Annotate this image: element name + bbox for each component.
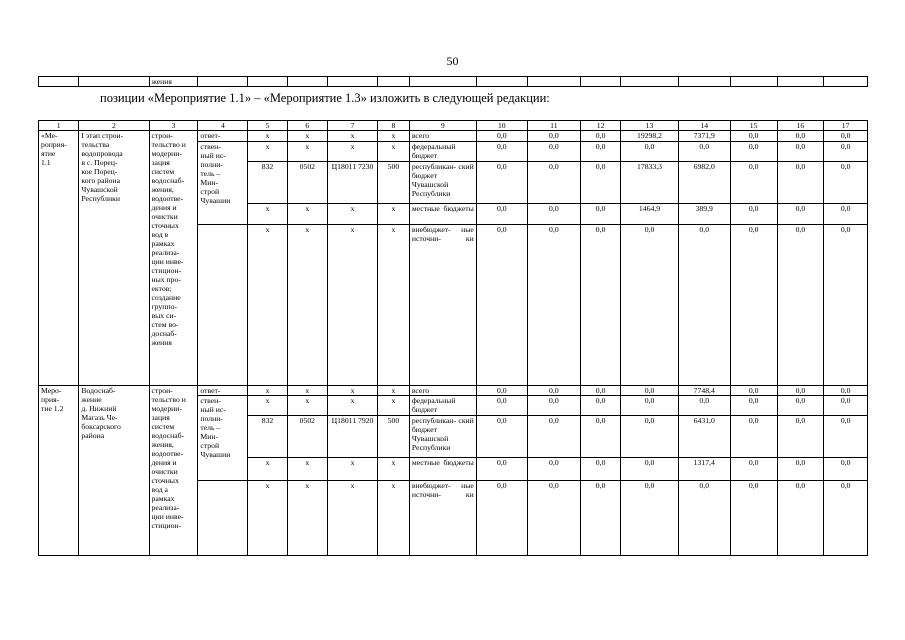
column-number: 11 — [527, 121, 580, 131]
target-article-code: x — [328, 481, 378, 556]
type-line: зация — [151, 158, 170, 167]
responsible-line: тель – — [200, 423, 221, 432]
funding-value: 0,0 — [621, 458, 678, 481]
funding-value: 389,9 — [678, 204, 730, 225]
responsible-line: строй — [200, 187, 220, 196]
measure-name-line: роприя- — [41, 140, 67, 149]
funding-source: республикан- ский бюджет Чувашской Республики — [409, 416, 476, 458]
funding-value: 0,0 — [621, 396, 678, 416]
measure-row — [39, 131, 868, 142]
description-line: Водоснаб- — [81, 386, 116, 395]
funding-value: 0,0 — [621, 481, 678, 556]
funding-source: федеральный бюджет — [409, 142, 476, 162]
description-line: д. Нижний — [81, 404, 117, 413]
expense-type-code: x — [377, 458, 409, 481]
funding-value: 0,0 — [476, 416, 527, 458]
column-number: 5 — [248, 121, 287, 131]
type-line: сточных — [151, 221, 179, 230]
description-line: водопровода — [81, 149, 123, 158]
section-code: x — [287, 131, 327, 142]
funding-value: 0,0 — [777, 131, 824, 142]
measure-description — [79, 386, 149, 556]
funding-value: 0,0 — [476, 225, 527, 386]
previous-table-fragment — [38, 76, 868, 87]
grbs-code: x — [248, 204, 287, 225]
funding-value: 0,0 — [824, 416, 868, 458]
grbs-code: x — [248, 396, 287, 416]
measure-name — [39, 131, 79, 386]
funding-source: всего — [409, 386, 476, 396]
type-line: создание — [151, 293, 181, 302]
expense-type-code: x — [377, 225, 409, 386]
funding-value: 0,0 — [527, 204, 580, 225]
responsible-executor — [198, 481, 248, 556]
measure-name-line: «Ме- — [41, 131, 58, 140]
measure-type — [149, 386, 198, 556]
funding-value: 6982,0 — [678, 162, 730, 204]
funding-value: 0,0 — [527, 416, 580, 458]
responsible-executor — [198, 142, 248, 225]
measure-description — [79, 131, 149, 386]
funding-value: 0,0 — [580, 204, 620, 225]
funding-source: федеральный бюджет — [409, 396, 476, 416]
funding-value: 7748,4 — [678, 386, 730, 396]
responsible-line: тель – — [200, 169, 221, 178]
description-line: Республики — [81, 194, 120, 203]
column-number: 13 — [621, 121, 678, 131]
column-number: 8 — [377, 121, 409, 131]
funding-value: 17833,3 — [621, 162, 678, 204]
funding-value: 0,0 — [476, 481, 527, 556]
program-table — [38, 120, 868, 556]
funding-source: республикан- ский бюджет Чувашской Республики — [409, 162, 476, 204]
type-line: группо- — [151, 302, 177, 311]
page-number: 50 — [446, 54, 459, 68]
funding-value: 0,0 — [730, 481, 777, 556]
section-code: 0502 — [287, 162, 327, 204]
measure-row — [39, 386, 868, 396]
funding-value: 0,0 — [824, 162, 868, 204]
target-article-code: Ц18011 7920 — [328, 416, 378, 458]
type-line: дения и — [151, 203, 177, 212]
responsible-line: Мин- — [200, 432, 219, 441]
description-line: жение — [81, 395, 102, 404]
type-line: вод в — [151, 230, 169, 239]
measure-name-line: Меро- — [41, 386, 62, 395]
column-number: 10 — [476, 121, 527, 131]
column-number: 6 — [287, 121, 327, 131]
responsible-executor — [198, 225, 248, 386]
expense-type-code: 500 — [377, 416, 409, 458]
description-line: I этап строи- — [81, 131, 124, 140]
funding-value: 0,0 — [730, 225, 777, 386]
type-line: жения, — [151, 440, 174, 449]
measure-name-line: 1.1 — [41, 158, 51, 167]
expense-type-code: 500 — [377, 162, 409, 204]
type-line: модерни- — [151, 404, 182, 413]
funding-value: 0,0 — [527, 142, 580, 162]
funding-value: 0,0 — [777, 386, 824, 396]
column-number: 15 — [730, 121, 777, 131]
description-line: тельства — [81, 140, 110, 149]
responsible-line: ный ис- — [200, 405, 226, 414]
type-line: тельство и — [151, 140, 186, 149]
type-line: ектов; — [151, 284, 172, 293]
responsible-executor: ответ- — [198, 131, 248, 142]
funding-value: 0,0 — [527, 131, 580, 142]
type-line: жения, — [151, 185, 174, 194]
column-number: 14 — [678, 121, 730, 131]
funding-value: 0,0 — [476, 142, 527, 162]
type-line: стем во- — [151, 320, 179, 329]
grbs-code: x — [248, 481, 287, 556]
type-line: тельство и — [151, 395, 186, 404]
funding-value: 0,0 — [580, 162, 620, 204]
grbs-code: x — [248, 131, 287, 142]
funding-source: внебюджет- ные источни- ки — [409, 481, 476, 556]
funding-value: 1464,9 — [621, 204, 678, 225]
grbs-code: x — [248, 225, 287, 386]
column-number: 4 — [198, 121, 248, 131]
target-article-code: x — [328, 225, 378, 386]
column-number-row — [39, 121, 868, 131]
measure-type — [149, 131, 198, 386]
funding-value: 0,0 — [730, 131, 777, 142]
funding-value: 0,0 — [777, 142, 824, 162]
funding-value: 0,0 — [824, 458, 868, 481]
description-line: кое Порец- — [81, 167, 118, 176]
funding-value: 7371,9 — [678, 131, 730, 142]
expense-type-code: x — [377, 386, 409, 396]
type-line: реализа- — [151, 248, 180, 257]
section-code: 0502 — [287, 416, 327, 458]
expense-type-code: x — [377, 142, 409, 162]
funding-value: 0,0 — [824, 142, 868, 162]
funding-value: 6431,0 — [678, 416, 730, 458]
funding-value: 0,0 — [824, 131, 868, 142]
funding-source: всего — [409, 131, 476, 142]
column-number: 2 — [79, 121, 149, 131]
responsible-line: полни- — [200, 414, 223, 423]
description-line: Магазь Че- — [81, 413, 118, 422]
funding-value: 0,0 — [730, 386, 777, 396]
description-line: в с. Порец- — [81, 158, 118, 167]
fragment-text: жения — [149, 77, 198, 87]
type-line: очистки — [151, 212, 178, 221]
funding-value: 0,0 — [824, 481, 868, 556]
funding-value: 0,0 — [580, 386, 620, 396]
expense-type-code: x — [377, 481, 409, 556]
grbs-code: x — [248, 142, 287, 162]
funding-value: 0,0 — [678, 142, 730, 162]
type-line: систем — [151, 422, 175, 431]
type-line: водоотве- — [151, 449, 184, 458]
funding-value: 0,0 — [777, 458, 824, 481]
description-line: района — [81, 431, 105, 440]
responsible-line: Мин- — [200, 178, 219, 187]
section-code: x — [287, 386, 327, 396]
funding-source: местные бюджеты — [409, 204, 476, 225]
type-line: зация — [151, 413, 170, 422]
type-line: реализа- — [151, 503, 180, 512]
type-line: доснаб- — [151, 329, 177, 338]
measure-name — [39, 386, 79, 556]
funding-value: 0,0 — [678, 396, 730, 416]
funding-value: 1317,4 — [678, 458, 730, 481]
funding-value: 0,0 — [527, 396, 580, 416]
grbs-code: x — [248, 458, 287, 481]
section-code: x — [287, 458, 327, 481]
expense-type-code: x — [377, 131, 409, 142]
funding-value: 0,0 — [824, 386, 868, 396]
section-heading: позиции «Мероприятие 1.1» – «Мероприятие 1.3» изложить в следующей редакции: — [100, 91, 550, 105]
funding-value: 0,0 — [730, 204, 777, 225]
type-line: систем — [151, 167, 175, 176]
funding-value: 0,0 — [580, 458, 620, 481]
type-line: водоснаб- — [151, 431, 185, 440]
type-line: строи- — [151, 131, 173, 140]
funding-value: 0,0 — [777, 481, 824, 556]
funding-value: 0,0 — [476, 396, 527, 416]
measure-name-line: ятие — [41, 149, 56, 158]
target-article-code: x — [328, 396, 378, 416]
funding-value: 0,0 — [527, 458, 580, 481]
type-line: вых си- — [151, 311, 177, 320]
funding-value: 0,0 — [580, 225, 620, 386]
type-line: ции инве- — [151, 257, 184, 266]
type-line: водоотве- — [151, 194, 184, 203]
target-article-code: x — [328, 142, 378, 162]
funding-value: 0,0 — [678, 225, 730, 386]
funding-value: 0,0 — [580, 396, 620, 416]
responsible-line: ствен- — [200, 142, 221, 151]
responsible-line: Чувашии — [200, 196, 231, 205]
section-code: x — [287, 481, 327, 556]
funding-value: 0,0 — [476, 162, 527, 204]
funding-value: 0,0 — [777, 225, 824, 386]
type-line: сточных — [151, 476, 179, 485]
grbs-code: 832 — [248, 416, 287, 458]
type-line: дения и — [151, 458, 177, 467]
type-line: водоснаб- — [151, 176, 185, 185]
funding-value: 0,0 — [777, 162, 824, 204]
funding-value: 0,0 — [730, 458, 777, 481]
section-code: x — [287, 142, 327, 162]
funding-value: 0,0 — [476, 386, 527, 396]
type-line: ции инве- — [151, 512, 184, 521]
responsible-line: строй — [200, 441, 220, 450]
grbs-code: 832 — [248, 162, 287, 204]
funding-value: 0,0 — [730, 396, 777, 416]
column-number: 3 — [149, 121, 198, 131]
type-line: модерни- — [151, 149, 182, 158]
funding-value: 0,0 — [730, 416, 777, 458]
funding-value: 0,0 — [777, 204, 824, 225]
responsible-line: полни- — [200, 160, 223, 169]
column-number: 9 — [409, 121, 476, 131]
description-line: кого района — [81, 176, 121, 185]
funding-value: 0,0 — [527, 386, 580, 396]
section-code: x — [287, 225, 327, 386]
expense-type-code: x — [377, 204, 409, 225]
funding-value: 0,0 — [580, 481, 620, 556]
funding-value: 0,0 — [476, 458, 527, 481]
section-code: x — [287, 396, 327, 416]
type-line: стицион- — [151, 521, 182, 530]
funding-value: 0,0 — [476, 131, 527, 142]
funding-value: 0,0 — [580, 142, 620, 162]
funding-value: 0,0 — [580, 416, 620, 458]
column-number: 17 — [824, 121, 868, 131]
responsible-line: ствен- — [200, 396, 221, 405]
funding-value: 0,0 — [621, 225, 678, 386]
type-line: ных про- — [151, 275, 181, 284]
type-line: строи- — [151, 386, 173, 395]
measure-name-line: прия- — [41, 395, 60, 404]
expense-type-code: x — [377, 396, 409, 416]
funding-value: 0,0 — [678, 481, 730, 556]
type-line: рамках — [151, 239, 175, 248]
funding-source: местные бюджеты — [409, 458, 476, 481]
responsible-executor — [198, 396, 248, 481]
target-article-code: x — [328, 386, 378, 396]
funding-value: 0,0 — [824, 204, 868, 225]
funding-value: 0,0 — [476, 204, 527, 225]
section-code: x — [287, 204, 327, 225]
column-number: 7 — [328, 121, 378, 131]
target-article-code: Ц18011 7230 — [328, 162, 378, 204]
funding-value: 0,0 — [730, 142, 777, 162]
funding-value: 0,0 — [580, 131, 620, 142]
target-article-code: x — [328, 458, 378, 481]
target-article-code: x — [328, 131, 378, 142]
funding-value: 0,0 — [777, 396, 824, 416]
funding-value: 0,0 — [621, 142, 678, 162]
funding-value: 0,0 — [527, 225, 580, 386]
type-line: стицион- — [151, 266, 182, 275]
type-line: очистки — [151, 467, 178, 476]
funding-value: 0,0 — [777, 416, 824, 458]
responsible-line: ный ис- — [200, 151, 226, 160]
target-article-code: x — [328, 204, 378, 225]
funding-source: внебюджет- ные источни- ки — [409, 225, 476, 386]
type-line: жения — [151, 338, 172, 347]
funding-value: 19298,2 — [621, 131, 678, 142]
responsible-executor: ответ- — [198, 386, 248, 396]
funding-value: 0,0 — [824, 225, 868, 386]
funding-value: 0,0 — [621, 416, 678, 458]
measure-name-line: тие 1.2 — [41, 404, 64, 413]
description-line: боксарского — [81, 422, 121, 431]
funding-value: 0,0 — [527, 162, 580, 204]
description-line: Чувашской — [81, 185, 118, 194]
column-number: 1 — [39, 121, 79, 131]
grbs-code: x — [248, 386, 287, 396]
funding-value: 0,0 — [824, 396, 868, 416]
column-number: 12 — [580, 121, 620, 131]
type-line: рамках — [151, 494, 175, 503]
column-number: 16 — [777, 121, 824, 131]
responsible-line: Чувашии — [200, 450, 231, 459]
funding-value: 0,0 — [527, 481, 580, 556]
type-line: вод а — [151, 485, 168, 494]
funding-value: 0,0 — [621, 386, 678, 396]
funding-value: 0,0 — [730, 162, 777, 204]
